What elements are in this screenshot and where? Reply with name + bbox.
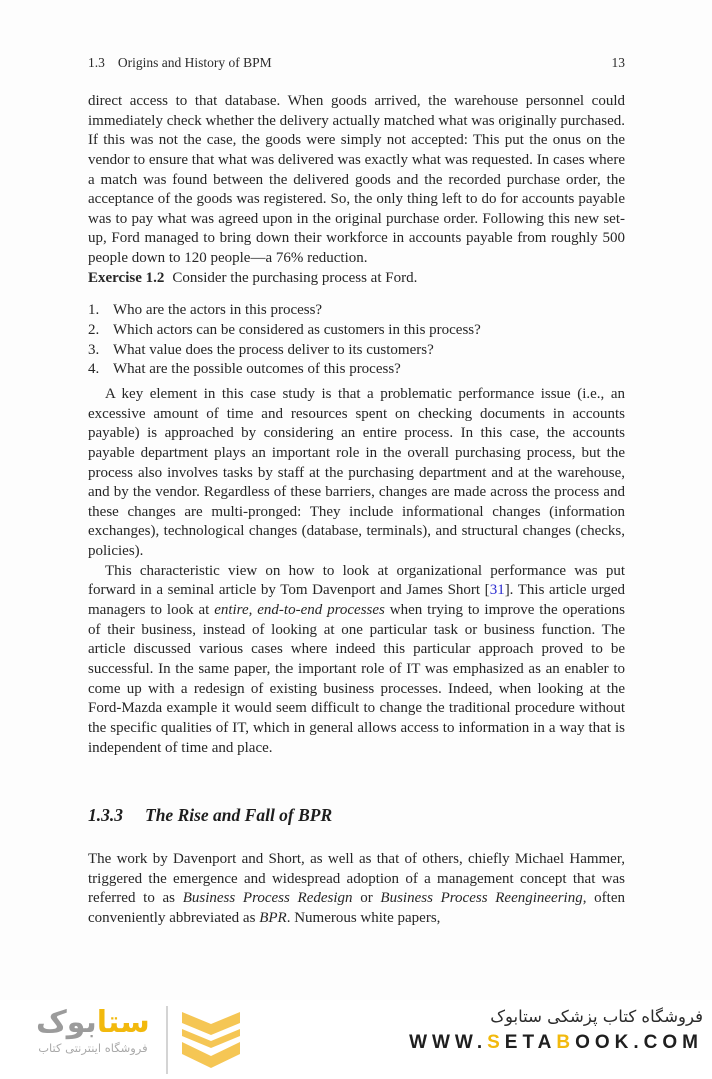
list-item — [88, 321, 625, 341]
section-number: 1.3 — [88, 55, 105, 70]
setabook-logo[interactable] — [36, 1006, 242, 1074]
subsection-number: 1.3.3 — [88, 805, 123, 826]
exercise-question-list — [88, 301, 625, 380]
list-item-number: 1. — [88, 302, 100, 319]
text-segment: or — [352, 890, 381, 907]
body-paragraph-davenport — [88, 562, 625, 758]
exercise-text: Consider the purchasing process at Ford. — [172, 269, 418, 286]
list-item-text: Who are the actors in this process? — [113, 302, 323, 319]
footer-store-info — [409, 1005, 703, 1054]
running-header — [88, 55, 625, 71]
list-item-text: Which actors can be considered as customers in this process? — [113, 322, 481, 339]
list-item — [88, 341, 625, 361]
text-segment: Business Process Redesign — [182, 890, 353, 907]
running-header-title — [88, 55, 272, 71]
text-segment: This characteristic view on how to look at organizational performance was put forward in a seminal article by Tom Davenport and James Short [ — [88, 562, 625, 599]
list-item — [88, 301, 625, 321]
text-segment: ]. This article urged managers to look at — [88, 582, 625, 619]
footer-banner — [0, 1000, 712, 1079]
list-item-number: 3. — [88, 341, 100, 358]
exercise-label: Exercise 1.2 — [88, 269, 165, 286]
website-url[interactable] — [409, 1032, 703, 1054]
store-title: فروشگاه کتاب پزشکی ستابوک — [490, 1007, 703, 1026]
logo-wordmark-block — [36, 1006, 150, 1074]
page-number: 13 — [611, 55, 625, 70]
logo-divider — [166, 1006, 168, 1074]
body-paragraph-key-element: A key element in this case study is that a problematic performance issue (i.e., an excessive amount of time and resources spent on checking documents in accounts payable) is approached by considering an entire process. In this case, the accounts payable department plays an important role in the overall purchasing process, but the process also involves tasks by staff at the purchasing department and at the warehouse, and by the vendor. Regardless of these barriers, changes are made across the process and these changes are multi-pronged: They include informational changes (information exchanges), technological changes (database, terminals), and structural changes (checks, policies). — [88, 385, 625, 560]
list-item-text: What value does the process deliver to its customers? — [113, 341, 434, 358]
text-segment: , often conveniently abbreviated as — [88, 890, 625, 926]
text-segment: . Numerous white papers, — [286, 909, 441, 926]
list-item-number: 2. — [88, 322, 100, 339]
logo-wordmark — [36, 1006, 150, 1039]
text-segment: Business Process Reengineering — [380, 890, 583, 907]
section-title: Origins and History of BPM — [117, 55, 272, 70]
logo-wordmark-yellow: ستا — [96, 1005, 150, 1040]
double-chevron-icon — [180, 1008, 242, 1074]
url-accent-letter: B — [556, 1032, 576, 1054]
text-segment: OOK.COM — [575, 1032, 703, 1054]
list-item — [88, 360, 625, 380]
text-segment: WWW. — [409, 1032, 488, 1054]
logo-wordmark-gray: بوک — [36, 1005, 97, 1040]
body-paragraph-intro: direct access to that database. When goods arrived, the warehouse personnel could immediately check whether the delivery actually matched what was originally purchased. If this was not the case, the goods were simply not accepted: This put the onus on the vendor to ensure that what was delivered was exactly what was requested. In cases where a match was found between the delivered goods and the recorded purchase order, the acceptance of the goods was registered. So, the only thing left to do for accounts payable was to pay what was agreed upon in the original purchase order. Following this new set-up, Ford managed to bring down their workforce in accounts payable from roughly 500 people down to 120 people—a 76% reduction. — [88, 93, 625, 267]
text-segment: entire, end-to-end processes — [214, 602, 385, 619]
text-segment: The work by Davenport and Short, as well as that of others, chiefly Michael Hammer, triggered the emergence and widespread adoption of a management concept that was referred to as — [88, 851, 625, 907]
subsection-heading — [88, 804, 625, 827]
subsection-title: The Rise and Fall of BPR — [145, 805, 333, 826]
list-item-text: What are the possible outcomes of this process? — [113, 361, 401, 378]
url-accent-letter: S — [487, 1032, 505, 1054]
exercise-block — [88, 269, 625, 289]
text-segment: BPR — [259, 909, 287, 926]
page-body — [88, 92, 625, 929]
citation-link[interactable]: 31 — [489, 582, 505, 599]
text-segment: ETA — [504, 1032, 557, 1054]
text-segment: when trying to improve the operations of their business, instead of looking at one particular task or business function. The article discussed various cases where indeed this particular approach proved to be successful. In the same paper, the important role of IT was emphasized as an enabler to come up with a redesign of existing business processes. Indeed, when looking at the Ford-Mazda example it would seem difficult to change the traditional procedure without the specific qualities of IT, which in general allows access to information in a way that is independent of time and place. — [88, 602, 625, 756]
list-item-number: 4. — [88, 361, 100, 378]
logo-tagline: فروشگاه اینترنتی کتاب — [38, 1041, 148, 1055]
body-paragraph-bpr — [88, 850, 625, 929]
